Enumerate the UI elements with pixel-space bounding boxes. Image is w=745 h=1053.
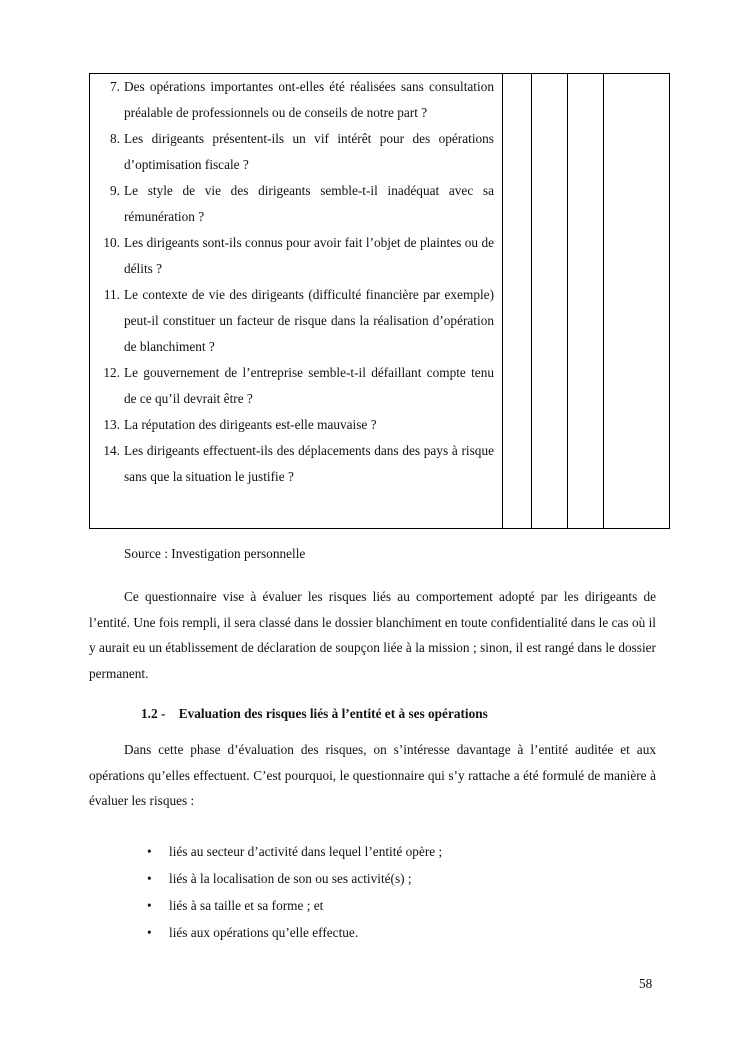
question-item [90,126,502,178]
bullet-text: liés au secteur d’activité dans lequel l’entité opère ; [169,844,443,859]
question-item [90,230,502,282]
question-text: Les dirigeants effectuent-ils des déplacements dans des pays à risque sans que la situation le justifie ? [124,443,494,484]
question-item [90,412,502,438]
section-heading [141,703,488,725]
question-number: 13. [103,417,120,432]
body-paragraph: Dans cette phase d’évaluation des risques, on s’intéresse davantage à l’entité auditée et aux opérations qu’elles effectuent. C’est pourquoi, le questionnaire qui s’y rattache a été formulé de manière à évaluer les risques : [89,742,656,808]
question-number: 7. [110,79,120,94]
bullet-text: liés à sa taille et sa forme ; et [169,898,324,913]
bullet-text: liés aux opérations qu’elle effectue. [169,925,359,940]
bullet-item [147,838,442,865]
question-text: Des opérations importantes ont-elles été réalisées sans consultation préalable de professionnels ou de conseils de notre part ? [124,79,494,120]
body-paragraph: Ce questionnaire vise à évaluer les risques liés au comportement adopté par les dirigeants de l’entité. Une fois rempli, il sera classé dans le dossier blanchiment en toute confidentialité dans le cas où il y aurait eu un établissement de déclaration de soupçon liée à la mission ; sinon, il est rangé dans le dossier permanent. [89,589,656,681]
question-item [90,438,502,490]
question-item [90,178,502,230]
question-number: 11. [103,287,120,302]
question-number: 12. [103,365,120,380]
question-number: 9. [110,183,120,198]
section-number: 1.2 - [141,706,166,721]
table-column-divider [603,74,604,528]
question-number: 8. [110,131,120,146]
bullet-icon: • [147,898,152,913]
question-text: Le gouvernement de l’entreprise semble-t-il défaillant compte tenu de ce qu’il devrait être ? [124,365,494,406]
question-text: Les dirigeants sont-ils connus pour avoir fait l’objet de plaintes ou de délits ? [124,235,494,276]
table-source-caption: Source : Investigation personnelle [124,546,306,561]
bullet-item [147,865,442,892]
table-column-divider [567,74,568,528]
table-column-divider [531,74,532,528]
question-text: Le style de vie des dirigeants semble-t-il inadéquat avec sa rémunération ? [124,183,494,224]
risk-bullet-list [147,838,442,946]
page-number: 58 [639,976,653,991]
bullet-icon: • [147,925,152,940]
bullet-text: liés à la localisation de son ou ses activité(s) ; [169,871,412,886]
questionnaire-table [89,73,670,529]
question-item [90,282,502,360]
question-text: Le contexte de vie des dirigeants (difficulté financière par exemple) peut-il constituer un facteur de risque dans la réalisation d’opération de blanchiment ? [124,287,494,354]
question-list [90,74,502,490]
section-title: Evaluation des risques liés à l’entité et à ses opérations [178,706,488,721]
question-number: 14. [103,443,120,458]
bullet-icon: • [147,844,152,859]
bullet-icon: • [147,871,152,886]
bullet-item [147,892,442,919]
table-column-divider [502,74,503,528]
bullet-item [147,919,442,946]
question-text: La réputation des dirigeants est-elle mauvaise ? [124,417,377,432]
question-item [90,74,502,126]
question-number: 10. [103,235,120,250]
question-item [90,360,502,412]
question-text: Les dirigeants présentent-ils un vif intérêt pour des opérations d’optimisation fiscale ? [124,131,494,172]
